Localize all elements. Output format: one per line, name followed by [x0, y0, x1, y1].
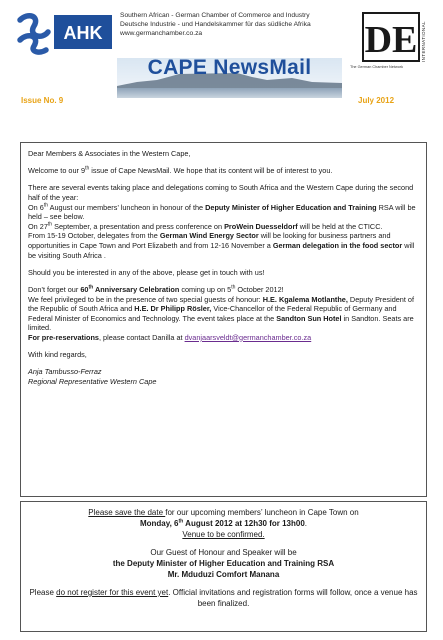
ahk-logo — [14, 10, 114, 56]
events-paragraph: There are several events taking place and delegations coming to South Africa and the Western Cape during the second half of the year: On 6th August our members’ luncheon in honour of the Deputy Minister of Higher Education and Training RSA will be held – see below. On 27th September, a presentation and press conference on ProWein Duesseldorf will be held at the CTICC. From 15-19 October, delegates from the German Wind Energy Sector will be looking for business partners and opportunities in Cape Town and Port Elizabeth and from 12-16 November a German delegation in the food sector will be visiting South Africa . — [28, 183, 416, 260]
registration-note: Please do not register for this event yet. Official invitations and registration forms will follow, once a venue has been finalized. — [29, 588, 418, 608]
save-the-date-box — [20, 501, 427, 632]
welcome-paragraph: Welcome to our 9th issue of Cape NewsMail. We hope that its content will be of interest to you. — [28, 165, 333, 176]
ahk-logo-text: AHK — [63, 23, 103, 43]
chamber-line-1: Southern African - German Chamber of Commerce and Industry — [120, 12, 310, 19]
de-logo-text: DE — [364, 19, 418, 61]
save-the-date-intro: Please save the date for our upcoming members’ luncheon in Cape Town on Monday, 6th August 2012 at 12h30 for 13h00. Venue to be confirmed. — [88, 508, 359, 539]
guest-of-honour: Our Guest of Honour and Speaker will be the Deputy Minister of Higher Education and Training RSA Mr. Mduduzi Comfort Manana — [112, 548, 335, 579]
signature-name: Anja Tambusso-Ferraz — [28, 367, 102, 377]
newsletter-title: CAPE NewsMail — [147, 56, 312, 79]
chamber-line-2: Deutsche Industrie - und Handelskammer für das südliche Afrika — [120, 21, 311, 29]
welcome-letter — [20, 142, 427, 497]
reservation-email-link[interactable]: dvanjaarsveldt@germanchamber.co.za — [184, 332, 312, 342]
issue-date: July 2012 — [358, 96, 395, 105]
de-international-logo — [362, 12, 428, 62]
signature-title: Regional Representative Western Cape — [28, 376, 157, 386]
regards: With kind regards, — [28, 350, 87, 360]
chamber-name — [120, 11, 335, 39]
contact-paragraph: Should you be interested in any of the above, please get in touch with us! — [28, 267, 265, 277]
chamber-url[interactable]: www.germanchamber.co.za — [120, 30, 203, 38]
greeting: Dear Members & Associates in the Western Cape, — [28, 149, 191, 158]
de-international-label: INTERNATIONAL — [421, 21, 426, 62]
anniversary-paragraph: Don’t forget our 60th Anniversary Celebration coming up on 5th October 2012! We feel privileged to be in the presence of two special guests of honour: H.E. Kgalema Motlanthe, Deputy President of the Republic of South Africa and H.E. Dr Philipp Rösler, Vice-Chancellor of the Federal Republic of Germany and Federal Minister of Economics and Technology. The event takes place at the Sandton Sun Hotel in Sandton. Seats are limited. For pre-reservations, please contact Danilla at dvanjaarsveldt@germanchamber.co.za — [28, 284, 415, 342]
de-network-caption: The German Chamber Network — [350, 65, 403, 69]
issue-number: Issue No. 9 — [21, 96, 64, 105]
